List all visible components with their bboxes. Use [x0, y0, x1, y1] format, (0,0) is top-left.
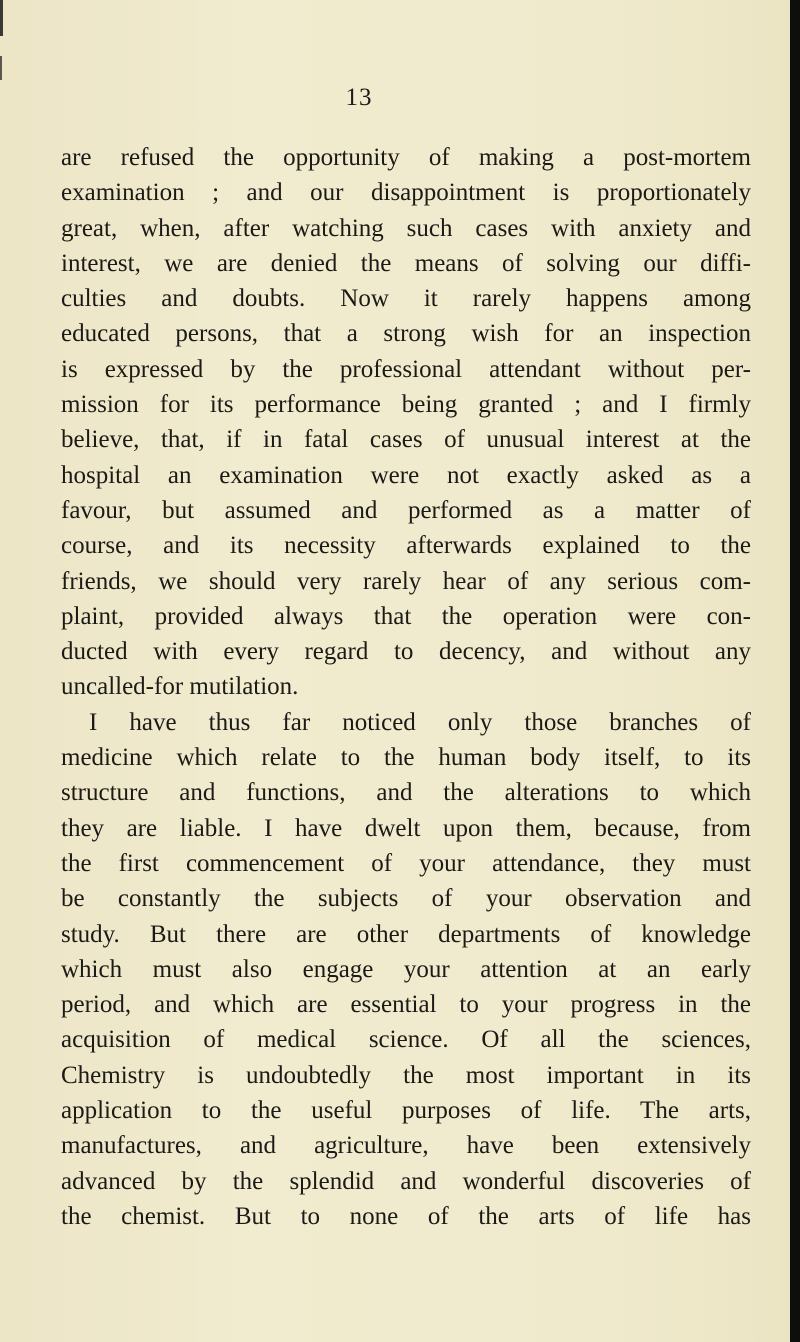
text-line: application to the useful purposes of life. The arts,	[61, 1097, 751, 1125]
text-line: acquisition of medical science. Of all the sciences,	[61, 1026, 751, 1054]
body-text	[61, 140, 751, 1234]
text-line: advanced by the splendid and wonderful discoveries of	[61, 1167, 751, 1195]
text-line: the first commencement of your attendance, they must	[61, 849, 751, 877]
scan-border	[790, 0, 800, 1342]
text-line: examination ; and our disappointment is proportionately	[61, 179, 751, 207]
text-line: friends, we should very rarely hear of any serious com-	[61, 567, 751, 595]
text-line: medicine which relate to the human body itself, to its	[61, 744, 751, 772]
text-line: Chemistry is undoubtedly the most important in its	[61, 1061, 751, 1089]
text-line: they are liable. I have dwelt upon them, because, from	[61, 814, 751, 842]
paragraph-end-line: uncalled-for mutilation.	[61, 673, 299, 701]
text-line: favour, but assumed and performed as a matter of	[61, 496, 751, 524]
page-number: 13	[345, 84, 373, 111]
text-line: study. But there are other departments of knowledge	[61, 920, 751, 948]
text-line: plaint, provided always that the operation were con-	[61, 602, 751, 630]
text-line: educated persons, that a strong wish for an inspection	[61, 320, 751, 348]
text-line: great, when, after watching such cases with anxiety and	[61, 214, 751, 242]
text-line: interest, we are denied the means of solving our diffi-	[61, 249, 751, 277]
text-line: course, and its necessity afterwards explained to the	[61, 532, 751, 560]
text-line: culties and doubts. Now it rarely happens among	[61, 285, 751, 313]
text-line: the chemist. But to none of the arts of life has	[61, 1202, 751, 1230]
paragraph-start-line: I have thus far noticed only those branches of	[89, 708, 751, 736]
text-line: mission for its performance being granted ; and I firmly	[61, 391, 751, 419]
text-line: believe, that, if in fatal cases of unusual interest at the	[61, 426, 751, 454]
text-line: are refused the opportunity of making a post-mortem	[61, 144, 751, 171]
text-line: be constantly the subjects of your observation and	[61, 885, 751, 913]
scan-edge-mark	[0, 56, 2, 80]
scan-edge-mark	[0, 0, 3, 36]
text-line: is expressed by the professional attendant without per-	[61, 355, 751, 383]
text-line: structure and functions, and the alterations to which	[61, 779, 751, 807]
text-line: manufactures, and agriculture, have been extensively	[61, 1132, 751, 1160]
text-line: period, and which are essential to your progress in the	[61, 991, 751, 1019]
text-line: hospital an examination were not exactly asked as a	[61, 461, 751, 489]
text-line: which must also engage your attention at an early	[61, 955, 751, 983]
text-line: ducted with every regard to decency, and without any	[61, 638, 751, 666]
